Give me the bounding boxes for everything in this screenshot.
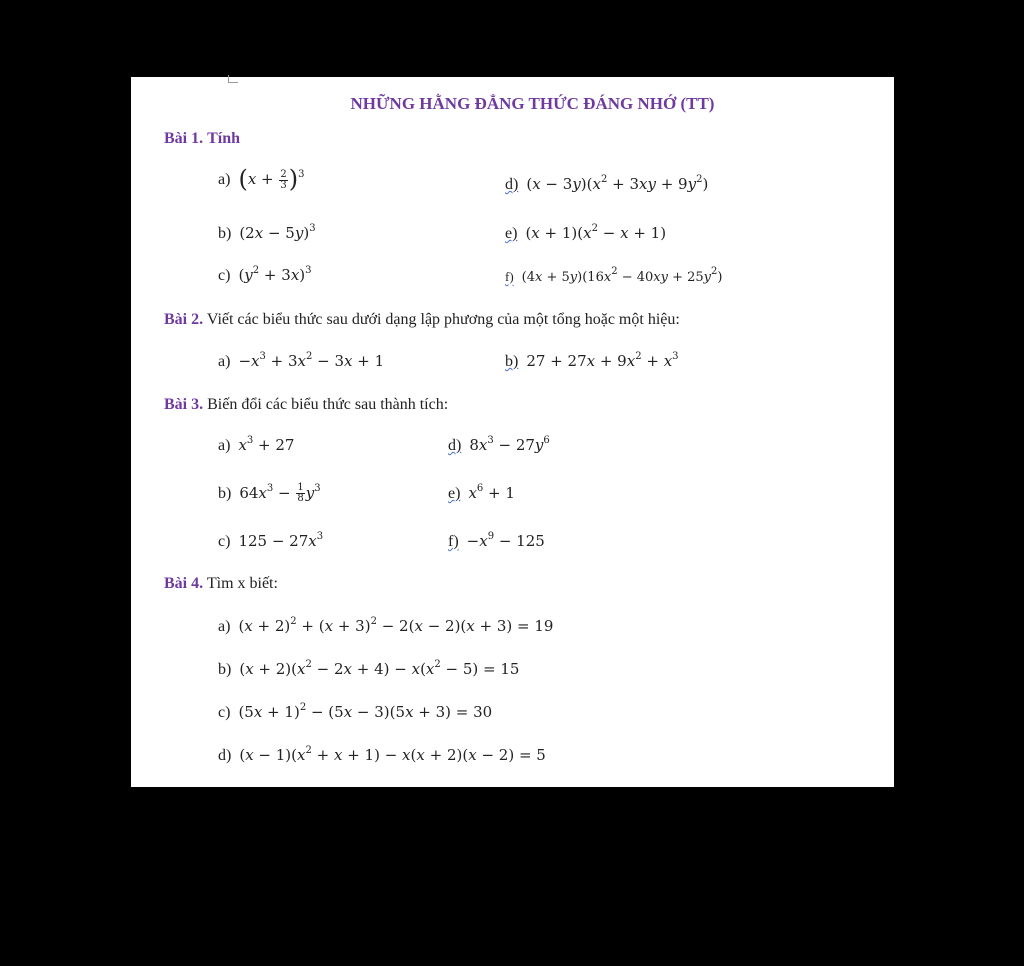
exercise-2a	[218, 352, 384, 371]
math-expression: $(x + 2)^2 + (x + 3)^2 - 2(x - 2)(x + 3) = 19$	[238, 616, 554, 635]
math-expression: $-x^3 + 3x^2 - 3x + 1$	[238, 351, 385, 370]
math-expression: (x + $\frac{2}{3}$ )$^3$	[238, 165, 305, 193]
exercise-3b	[218, 483, 321, 504]
item-label: c)	[218, 533, 231, 550]
item-label: a)	[218, 353, 231, 370]
exercise-3f	[448, 532, 545, 551]
exercise-1c	[218, 266, 312, 285]
exercise-3d	[448, 436, 550, 455]
math-expression: $(x + 2)(x^2 - 2x + 4) - x(x^2 - 5) = 15$	[239, 659, 520, 678]
page-title: NHỮNG HẰNG ĐẲNG THỨC ĐÁNG NHỚ (TT)	[350, 94, 715, 113]
math-expression: $(x + 1)(x^2 - x + 1)$	[525, 223, 667, 242]
section-heading-4	[164, 575, 278, 593]
item-label: c)	[218, 267, 231, 284]
page-corner-mark	[228, 75, 238, 83]
item-label: f)	[505, 269, 514, 284]
exercise-1a	[218, 165, 305, 193]
exercise-2b	[505, 352, 679, 371]
exercise-3c	[218, 532, 323, 551]
item-label: b)	[505, 353, 519, 370]
item-label: b)	[218, 225, 232, 242]
item-label: b)	[218, 661, 232, 678]
item-label: d)	[218, 747, 232, 764]
math-expression: $x^6 + 1$	[468, 483, 515, 502]
exercise-1f	[505, 268, 722, 286]
section-text: Tính	[207, 130, 241, 147]
exercise-4a	[218, 617, 553, 636]
exercise-1e	[505, 224, 666, 243]
item-label: d)	[448, 437, 462, 454]
math-expression: $(x - 1)(x^2 + x + 1) - x(x + 2)(x - 2) = 5$	[239, 745, 546, 764]
section-label: Bài 1.	[164, 130, 204, 147]
math-expression: $64x^3$ − $\frac{1}{8}$ $y^3$	[239, 482, 321, 504]
exercise-3e	[448, 484, 515, 503]
item-label: a)	[218, 618, 231, 635]
math-expression: $(2x - 5y)^3$	[239, 223, 316, 242]
item-label: e)	[448, 485, 461, 502]
exercise-4d	[218, 746, 546, 765]
section-heading-2	[164, 311, 680, 329]
section-heading-3	[164, 396, 448, 414]
item-label: c)	[218, 704, 231, 721]
item-label: e)	[505, 225, 518, 242]
math-expression: $x^3 + 27$	[238, 435, 295, 454]
section-label: Bài 2.	[164, 311, 204, 328]
math-expression: $(y^2 + 3x)^3$	[238, 265, 312, 284]
exercise-1d	[505, 175, 708, 194]
section-text: Biến đổi các biểu thức sau thành tích:	[207, 396, 449, 413]
math-expression: $125 - 27x^3$	[238, 531, 324, 550]
section-text: Viết các biểu thức sau dưới dạng lập phương của một tổng hoặc một hiệu:	[206, 311, 680, 328]
item-label: a)	[218, 171, 231, 188]
worksheet-page	[131, 77, 894, 787]
item-label: d)	[505, 176, 519, 193]
math-expression: $(x - 3y)(x^2 + 3xy + 9y^2)$	[526, 174, 709, 193]
math-expression: $8x^3 - 27y^6$	[469, 435, 550, 454]
section-text: Tìm x biết:	[206, 575, 278, 592]
math-expression: $-x^9 - 125$	[466, 531, 545, 550]
exercise-4c	[218, 703, 492, 722]
section-heading-1	[164, 130, 240, 148]
item-label: f)	[448, 533, 459, 550]
item-label: b)	[218, 484, 232, 502]
math-expression: $(4x + 5y)(16x^2 - 40xy + 25y^2)$	[521, 266, 723, 285]
math-expression: $27 + 27x + 9x^2 + x^3$	[526, 351, 679, 370]
exercise-4b	[218, 660, 519, 679]
exercise-1b	[218, 224, 316, 243]
item-label: a)	[218, 437, 231, 454]
section-label: Bài 4.	[164, 575, 204, 592]
exercise-3a	[218, 436, 294, 455]
math-expression: $(5x + 1)^2 - (5x - 3)(5x + 3) = 30$	[238, 702, 493, 721]
section-label: Bài 3.	[164, 396, 204, 413]
